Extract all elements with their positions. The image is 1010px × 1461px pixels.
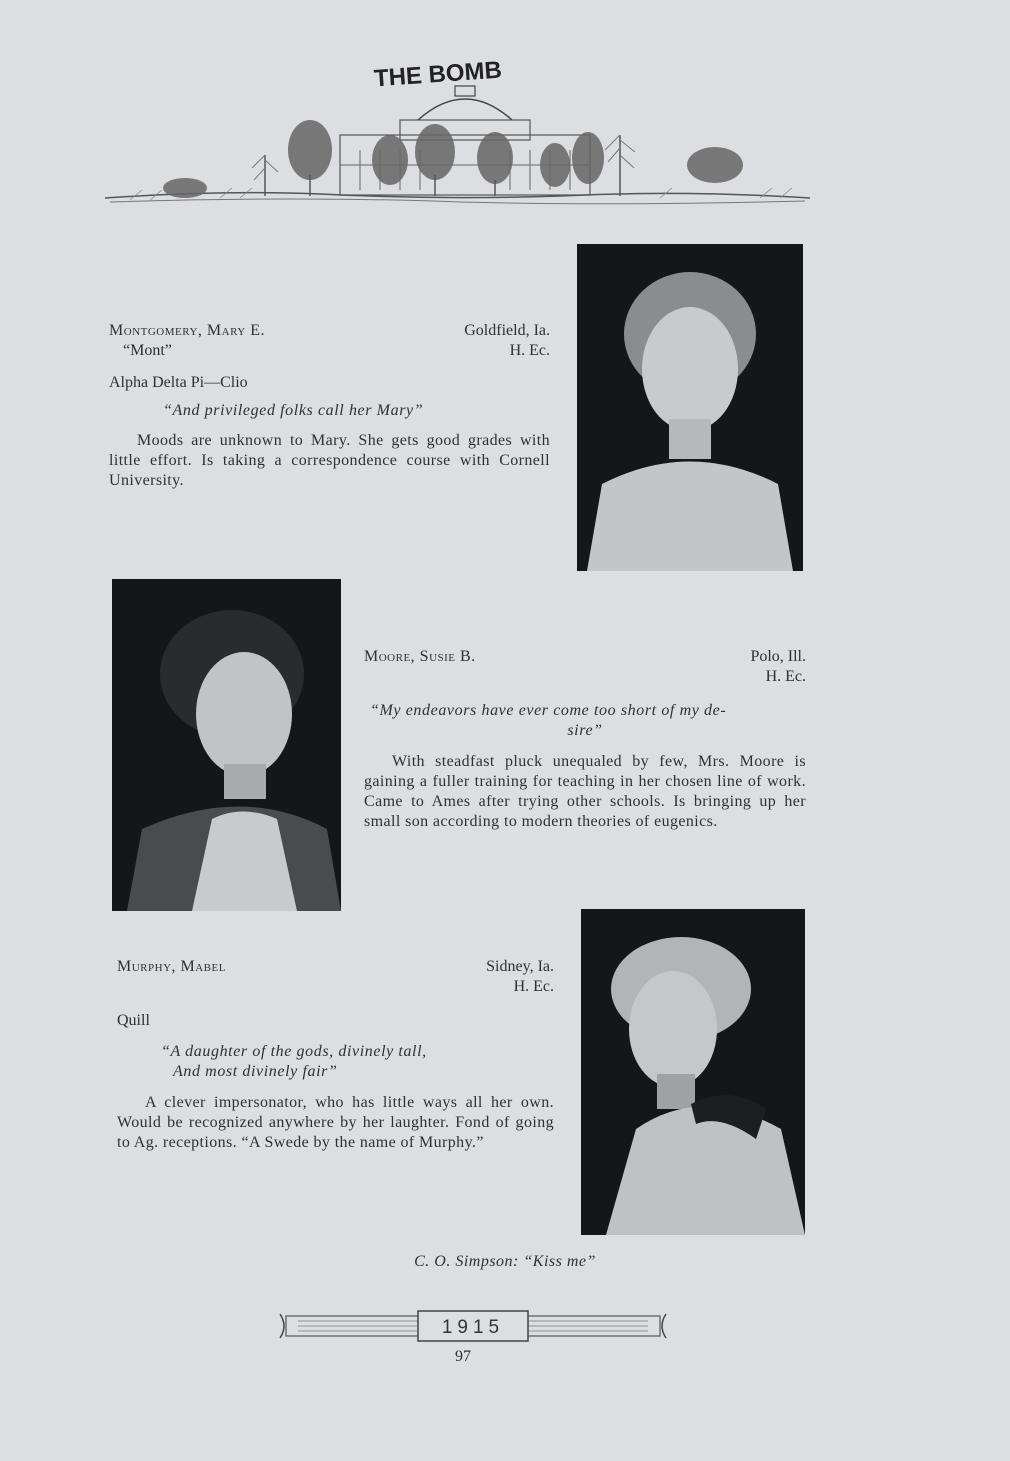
year-banner <box>278 1308 668 1344</box>
student-name: Murphy, Mabel <box>117 958 226 975</box>
portrait-photo-moore <box>112 579 341 911</box>
course: H. Ec. <box>513 978 554 995</box>
nickname: “Mont” <box>123 342 172 359</box>
portrait-photo-murphy <box>581 909 805 1235</box>
entry-montgomery <box>109 321 550 491</box>
quote-line: And most divinely fair” <box>173 1063 338 1080</box>
entry-murphy <box>117 957 554 1153</box>
footer-year: 1915 <box>441 1317 505 1338</box>
hometown: Sidney, Ia. <box>486 958 554 975</box>
affiliation: Alpha Delta Pi—Clio <box>109 374 248 391</box>
campus-building-illustration <box>100 40 820 215</box>
header-title: THE BOMB <box>373 56 503 93</box>
description: Moods are unknown to Mary. She gets good grades with little effort. Is taking a correspondence course with Cornell University. <box>109 432 550 489</box>
quote-line: “A daughter of the gods, divinely tall, <box>161 1043 427 1060</box>
caption: C. O. Simpson: “Kiss me” <box>414 1253 596 1270</box>
page-number: 97 <box>455 1348 471 1365</box>
description: A clever impersonator, who has little ways all her own. Would be recognized anywhere by her laughter. Fond of going to Ag. receptions. “A Swede by the name of Murphy.” <box>117 1094 554 1151</box>
quote-line: “My endeavors have ever come too short of my de- <box>370 702 727 719</box>
hometown: Polo, Ill. <box>750 648 806 665</box>
hometown: Goldfield, Ia. <box>464 322 550 339</box>
course: H. Ec. <box>765 668 806 685</box>
student-name: Montgomery, Mary E. <box>109 322 266 339</box>
header-illustration <box>100 40 820 215</box>
affiliation: Quill <box>117 1012 150 1029</box>
course: H. Ec. <box>509 342 550 359</box>
entry-moore <box>364 647 806 832</box>
quote-line: sire” <box>567 722 603 739</box>
description: With steadfast pluck unequaled by few, Mrs. Moore is gaining a fuller training for teaching in her chosen line of work. Came to Ames after trying other schools. Is bringing up her small son according to modern theories of eugenics. <box>364 753 806 830</box>
student-name: Moore, Susie B. <box>364 648 476 665</box>
portrait-photo-montgomery <box>577 244 803 571</box>
quote-line: “And privileged folks call her Mary” <box>163 402 424 419</box>
footer-ornament <box>278 1308 668 1344</box>
